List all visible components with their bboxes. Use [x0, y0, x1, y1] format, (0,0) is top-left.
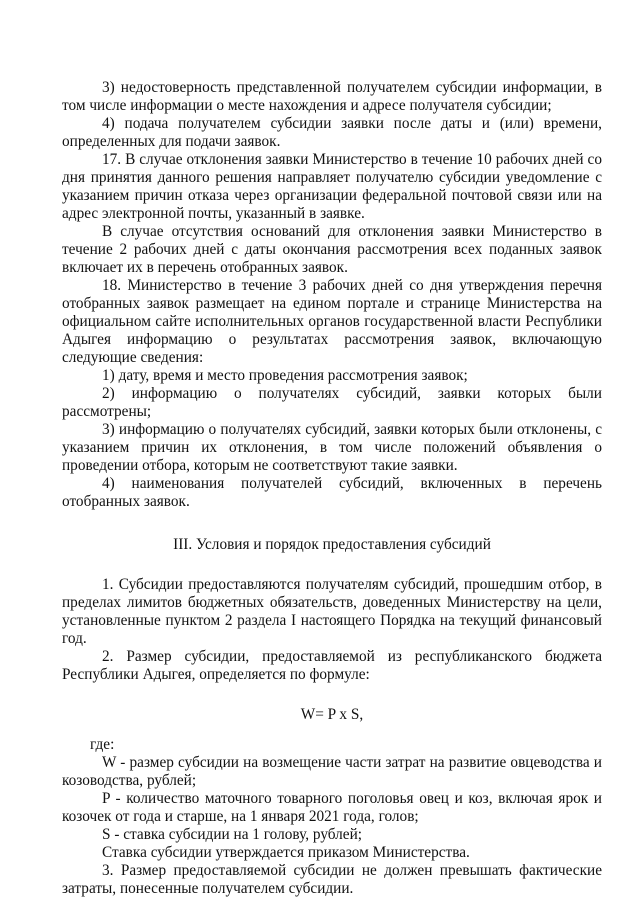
paragraph-section3-item-3: 3. Размер предоставляемой субсидии не должен превышать фактические затраты, понесенные получателем субсидии. — [62, 862, 602, 897]
list-item-4: 4) наименования получателей субсидий, включенных в перечень отобранных заявок. — [62, 475, 602, 510]
paragraph-section3-item-2: 2. Размер субсидии, предоставляемой из республиканского бюджета Республики Адыгея, определяется по формуле: — [62, 648, 602, 683]
paragraph-section3-item-1: 1. Субсидии предоставляются получателям субсидий, прошедшим отбор, в пределах лимитов бюджетных обязательств, доведенных Министерству на цели, установленные пунктом 2 раздела I настоящего Порядка на текущий финансовый год. — [62, 576, 602, 647]
list-item-3: 3) информацию о получателях субсидий, заявки которых были отклонены, с указанием причин их отклонения, в том числе положений объявления о проведении отбора, которым не соответствуют такие заявки. — [62, 421, 602, 474]
list-item-2: 2) информацию о получателях субсидий, заявки которых были рассмотрены; — [62, 385, 602, 420]
paragraph-clause-17: 17. В случае отклонения заявки Министерство в течение 10 рабочих дней со дня принятия данного решения направляет получателю субсидии уведомление с указанием причин отказа через организации федеральной почтовой связи или на адрес электронной почты, указанный в заявке. — [62, 151, 602, 222]
paragraph-rejection-reason-3: 3) недостоверность представленной получателем субсидии информации, в том числе информации о месте нахождения и адресе получателя субсидии; — [62, 79, 602, 114]
paragraph-rate-approval: Ставка субсидии утверждается приказом Министерства. — [102, 844, 470, 861]
where-label: где: — [90, 736, 115, 753]
definition-s: S - ставка субсидии на 1 голову, рублей; — [102, 826, 363, 843]
formula: W= P x S, — [300, 706, 364, 723]
document-body — [62, 79, 602, 898]
definition-w: W - размер субсидии на возмещение части затрат на развитие овцеводства и козоводства, рублей; — [62, 754, 602, 789]
paragraph-no-rejection: В случае отсутствия оснований для отклонения заявки Министерство в течение 2 рабочих дней с даты окончания рассмотрения всех поданных заявок включает их в перечень отобранных заявок. — [62, 223, 602, 276]
paragraph-rejection-reason-4: 4) подача получателем субсидии заявки после даты и (или) времени, определенных для подачи заявок. — [62, 115, 602, 150]
paragraph-clause-18: 18. Министерство в течение 3 рабочих дней со дня утверждения перечня отобранных заявок размещает на едином портале и странице Министерства на официальном сайте исполнительных органов государственной власти Республики Адыгея информацию о результатах рассмотрения заявок, включающую следующие сведения: — [62, 277, 602, 366]
definition-p: P - количество маточного товарного поголовья овец и коз, включая ярок и козочек от года и старше, на 1 января 2021 года, голов; — [62, 790, 602, 825]
list-item-1: 1) дату, время и место проведения рассмотрения заявок; — [102, 367, 468, 384]
section-heading: III. Условия и порядок предоставления субсидий — [173, 536, 491, 553]
